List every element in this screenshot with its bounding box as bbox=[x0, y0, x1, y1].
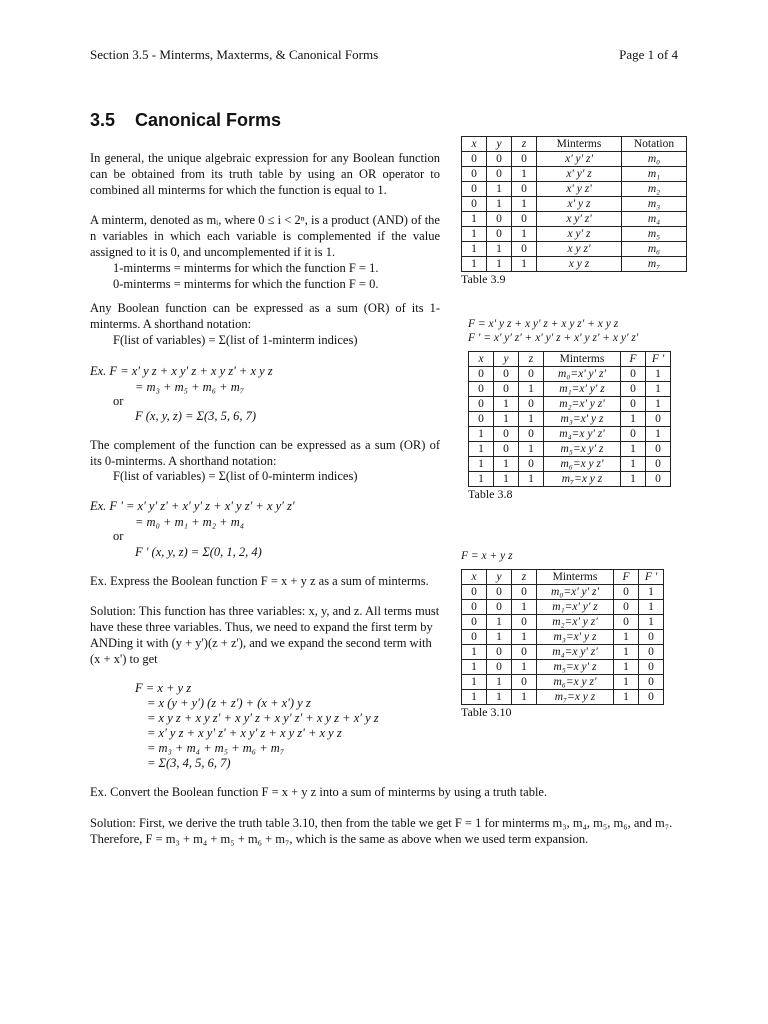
table-cell: 0 bbox=[639, 675, 664, 690]
table-cell: 1 bbox=[614, 675, 639, 690]
table-cell: 0 bbox=[487, 585, 512, 600]
table-row bbox=[469, 472, 671, 487]
table-cell: m₆=x y z' bbox=[537, 675, 614, 690]
table-cell: 0 bbox=[519, 427, 544, 442]
table-cell: 0 bbox=[462, 182, 487, 197]
col-x: x bbox=[469, 352, 494, 367]
col-notation: Notation bbox=[622, 137, 687, 152]
table-row bbox=[462, 242, 687, 257]
col-f-prime: F ' bbox=[639, 570, 664, 585]
table-cell: 1 bbox=[639, 585, 664, 600]
table-cell: 1 bbox=[487, 197, 512, 212]
page-number: Page 1 of 4 bbox=[619, 47, 678, 62]
table-3-10-body bbox=[462, 585, 664, 705]
derivation-line3: = x y z + x y z' + x y' z + x y' z' + x y z + x' y z bbox=[147, 711, 379, 725]
table-cell: 0 bbox=[487, 600, 512, 615]
table-cell: x y z bbox=[537, 257, 622, 272]
table-cell: 0 bbox=[462, 197, 487, 212]
table-cell: 0 bbox=[639, 630, 664, 645]
table-cell: x y' z bbox=[537, 227, 622, 242]
table-cell: m₂=x' y z' bbox=[537, 615, 614, 630]
table-row bbox=[469, 367, 671, 382]
example1-line4: F (x, y, z) = Σ(3, 5, 6, 7) bbox=[135, 409, 257, 423]
table-cell: 0 bbox=[639, 645, 664, 660]
table-cell: m₁=x' y' z bbox=[537, 600, 614, 615]
paragraph-complement: The complement of the function can be expressed as a sum (OR) of its 0-minterms. A shorthand notation: bbox=[90, 438, 440, 468]
table-cell: 0 bbox=[494, 427, 519, 442]
table-cell: 1 bbox=[462, 675, 487, 690]
one-minterms-definition: 1-minterms = minterms for which the function F = 1. bbox=[113, 261, 379, 275]
paragraph-sum-of-1-minterms: Any Boolean function can be expressed as a sum (OR) of its 1-minterms. A shorthand notation: bbox=[90, 301, 440, 331]
table-cell: m₃ bbox=[622, 197, 687, 212]
example3-question: Ex. Express the Boolean function F = x + y z as a sum of minterms. bbox=[90, 574, 429, 588]
table-cell: m₃=x' y z bbox=[544, 412, 621, 427]
table-cell: m₆ bbox=[622, 242, 687, 257]
example4-question: Ex. Convert the Boolean function F = x + y z into a sum of minterms by using a truth table. bbox=[90, 785, 548, 799]
table-cell: 0 bbox=[469, 382, 494, 397]
table-row bbox=[462, 675, 664, 690]
table-cell: 0 bbox=[494, 442, 519, 457]
table-cell: 1 bbox=[487, 675, 512, 690]
table-cell: 0 bbox=[462, 167, 487, 182]
table-cell: 0 bbox=[621, 367, 646, 382]
table-3-8-fprime-expression: F ' = x' y' z' + x' y' z + x' y z' + x y' z' bbox=[468, 332, 639, 344]
table-cell: x y' z' bbox=[537, 212, 622, 227]
col-z: z bbox=[512, 570, 537, 585]
col-minterms: Minterms bbox=[544, 352, 621, 367]
table-cell: 0 bbox=[462, 600, 487, 615]
solution2-line2: Therefore, F = m₃ + m₄ + m₅ + m₆ + m₇, which is the same as above when we used term expansion. bbox=[90, 832, 589, 846]
table-cell: 1 bbox=[621, 442, 646, 457]
table-cell: 1 bbox=[512, 227, 537, 242]
derivation-line1: F = x + y z bbox=[135, 681, 192, 695]
table-cell: 1 bbox=[646, 382, 671, 397]
table-cell: m₀ bbox=[622, 152, 687, 167]
table-row bbox=[462, 152, 687, 167]
example2-line1: Ex. F ' = x' y' z' + x' y' z + x' y z' + x y' z' bbox=[90, 499, 295, 513]
table-cell: 0 bbox=[621, 427, 646, 442]
table-cell: 1 bbox=[462, 212, 487, 227]
table-cell: 0 bbox=[639, 660, 664, 675]
table-cell: 1 bbox=[462, 242, 487, 257]
table-3-8 bbox=[468, 351, 671, 487]
table-cell: 1 bbox=[487, 615, 512, 630]
table-cell: 0 bbox=[512, 242, 537, 257]
table-cell: 1 bbox=[494, 412, 519, 427]
table-row bbox=[469, 442, 671, 457]
table-cell: 1 bbox=[519, 412, 544, 427]
table-cell: 0 bbox=[512, 212, 537, 227]
table-row bbox=[469, 427, 671, 442]
example2-line3: or bbox=[113, 529, 124, 543]
table-3-9-block bbox=[461, 136, 687, 287]
table-cell: m₅=x y' z bbox=[544, 442, 621, 457]
table-cell: 0 bbox=[494, 382, 519, 397]
col-z: z bbox=[512, 137, 537, 152]
table-cell: m₄=x y' z' bbox=[544, 427, 621, 442]
table-row bbox=[462, 167, 687, 182]
table-cell: 0 bbox=[621, 397, 646, 412]
derivation-line5: = m₃ + m₄ + m₅ + m₆ + m₇ bbox=[147, 741, 285, 755]
table-3-10 bbox=[461, 569, 664, 705]
table-cell: 1 bbox=[614, 660, 639, 675]
table-cell: 1 bbox=[614, 645, 639, 660]
table-cell: 1 bbox=[646, 397, 671, 412]
table-cell: m₆=x y z' bbox=[544, 457, 621, 472]
table-3-8-body bbox=[469, 367, 671, 487]
table-cell: 1 bbox=[646, 427, 671, 442]
col-minterms: Minterms bbox=[537, 570, 614, 585]
table-row bbox=[462, 197, 687, 212]
table-cell: 1 bbox=[462, 660, 487, 675]
table-cell: 0 bbox=[512, 615, 537, 630]
table-row bbox=[469, 457, 671, 472]
table-3-10-block bbox=[461, 569, 664, 720]
table-cell: m₀=x' y' z' bbox=[537, 585, 614, 600]
table-cell: m₃=x' y z bbox=[537, 630, 614, 645]
derivation-line6: = Σ(3, 4, 5, 6, 7) bbox=[147, 756, 231, 770]
table-3-8-block bbox=[468, 351, 671, 502]
table-cell: 1 bbox=[469, 442, 494, 457]
table-row bbox=[462, 690, 664, 705]
col-minterms: Minterms bbox=[537, 137, 622, 152]
table-header-row bbox=[462, 137, 687, 152]
example1-line3: or bbox=[113, 394, 124, 408]
table-cell: m₄=x y' z' bbox=[537, 645, 614, 660]
zero-minterms-definition: 0-minterms = minterms for which the function F = 0. bbox=[113, 277, 379, 291]
table-cell: 1 bbox=[512, 197, 537, 212]
table-cell: 0 bbox=[639, 690, 664, 705]
table-row bbox=[469, 397, 671, 412]
table-cell: 1 bbox=[512, 257, 537, 272]
table-cell: x' y' z bbox=[537, 167, 622, 182]
table-cell: m₅=x y' z bbox=[537, 660, 614, 675]
col-x: x bbox=[462, 137, 487, 152]
table-cell: 1 bbox=[614, 630, 639, 645]
table-cell: m₀=x' y' z' bbox=[544, 367, 621, 382]
table-cell: 1 bbox=[621, 457, 646, 472]
table-cell: 0 bbox=[512, 585, 537, 600]
table-cell: 1 bbox=[494, 472, 519, 487]
table-cell: 1 bbox=[621, 472, 646, 487]
table-cell: 1 bbox=[494, 457, 519, 472]
table-cell: 1 bbox=[512, 630, 537, 645]
table-cell: 0 bbox=[646, 412, 671, 427]
table-row bbox=[462, 182, 687, 197]
table-cell: 0 bbox=[469, 367, 494, 382]
table-3-8-f-expression: F = x' y z + x y' z + x y z' + x y z bbox=[468, 318, 619, 330]
table-cell: 0 bbox=[494, 367, 519, 382]
example1-line2: = m₃ + m₅ + m₆ + m₇ bbox=[135, 380, 245, 394]
table-row bbox=[462, 645, 664, 660]
table-cell: 0 bbox=[519, 397, 544, 412]
table-cell: 1 bbox=[469, 472, 494, 487]
table-cell: 1 bbox=[519, 472, 544, 487]
table-cell: 1 bbox=[462, 690, 487, 705]
col-y: y bbox=[487, 137, 512, 152]
table-cell: 1 bbox=[494, 397, 519, 412]
table-cell: 0 bbox=[519, 367, 544, 382]
col-z: z bbox=[519, 352, 544, 367]
table-cell: 0 bbox=[646, 472, 671, 487]
table-row bbox=[462, 227, 687, 242]
table-cell: m₂ bbox=[622, 182, 687, 197]
table-cell: 1 bbox=[487, 257, 512, 272]
table-cell: 0 bbox=[462, 630, 487, 645]
derivation-line4: = x' y z + x y' z' + x y' z + x y z' + x y z bbox=[147, 726, 342, 740]
paragraph-intro: In general, the unique algebraic expression for any Boolean function can be obtained from its truth table by using an OR operator to combined all minterms for which the function is equal to 1. bbox=[90, 151, 440, 197]
table-header-row bbox=[462, 570, 664, 585]
table-cell: x' y z bbox=[537, 197, 622, 212]
table-cell: m₁=x' y' z bbox=[544, 382, 621, 397]
solution1-paragraph: Solution: This function has three variables: x, y, and z. All terms must have these three variables. Thus, we need to expand the first term by ANDing it with (y + y')(z + z'), and we expand the second term with (x + x') to get bbox=[90, 604, 440, 666]
table-cell: 0 bbox=[487, 167, 512, 182]
table-cell: 1 bbox=[487, 690, 512, 705]
table-3-9-caption: Table 3.9 bbox=[461, 272, 506, 286]
col-f: F bbox=[621, 352, 646, 367]
table-cell: 1 bbox=[469, 427, 494, 442]
table-cell: 1 bbox=[469, 457, 494, 472]
table-cell: 1 bbox=[639, 600, 664, 615]
table-cell: x' y z' bbox=[537, 182, 622, 197]
derivation-line2: = x (y + y') (z + z') + (x + x') y z bbox=[147, 696, 311, 710]
table-cell: 0 bbox=[487, 660, 512, 675]
table-cell: 0 bbox=[614, 615, 639, 630]
table-cell: 1 bbox=[487, 242, 512, 257]
table-cell: 0 bbox=[512, 645, 537, 660]
table-row bbox=[469, 382, 671, 397]
example2-line4: F ' (x, y, z) = Σ(0, 1, 2, 4) bbox=[135, 545, 262, 559]
table-cell: 1 bbox=[646, 367, 671, 382]
table-row bbox=[462, 585, 664, 600]
table-cell: 1 bbox=[487, 630, 512, 645]
table-cell: 1 bbox=[512, 690, 537, 705]
table-cell: 1 bbox=[512, 167, 537, 182]
table-cell: x y z' bbox=[537, 242, 622, 257]
table-cell: 0 bbox=[614, 600, 639, 615]
table-cell: 0 bbox=[519, 457, 544, 472]
table-cell: 0 bbox=[621, 382, 646, 397]
notation-1-minterms: F(list of variables) = Σ(list of 1-minterm indices) bbox=[113, 333, 358, 347]
notation-0-minterms: F(list of variables) = Σ(list of 0-minterm indices) bbox=[113, 469, 358, 483]
table-cell: 0 bbox=[614, 585, 639, 600]
table-cell: 1 bbox=[512, 600, 537, 615]
table-3-9 bbox=[461, 136, 687, 272]
table-cell: 0 bbox=[646, 457, 671, 472]
table-row bbox=[469, 412, 671, 427]
table-cell: m₅ bbox=[622, 227, 687, 242]
table-cell: 0 bbox=[462, 152, 487, 167]
table-cell: 0 bbox=[487, 227, 512, 242]
table-row bbox=[462, 212, 687, 227]
table-cell: 0 bbox=[462, 615, 487, 630]
table-cell: m₇=x y z bbox=[544, 472, 621, 487]
table-row bbox=[462, 600, 664, 615]
table-3-8-caption: Table 3.8 bbox=[468, 487, 513, 501]
paragraph-minterm-definition: A minterm, denoted as mᵢ, where 0 ≤ i < 2ⁿ, is a product (AND) of the n variables in which each variable is complemented if the value assigned to it is 0, and uncomplemented if it is 1. bbox=[90, 213, 440, 259]
table-cell: 0 bbox=[462, 585, 487, 600]
table-cell: x' y' z' bbox=[537, 152, 622, 167]
table-3-10-caption: Table 3.10 bbox=[461, 705, 512, 719]
col-f: F bbox=[614, 570, 639, 585]
table-cell: 1 bbox=[639, 615, 664, 630]
table-cell: m₁ bbox=[622, 167, 687, 182]
example1-line1: Ex. F = x' y z + x y' z + x y z' + x y z bbox=[90, 364, 273, 378]
table-cell: 0 bbox=[487, 645, 512, 660]
col-y: y bbox=[494, 352, 519, 367]
table-row bbox=[462, 257, 687, 272]
col-x: x bbox=[462, 570, 487, 585]
table-row bbox=[462, 630, 664, 645]
table-cell: 1 bbox=[512, 660, 537, 675]
table-cell: 1 bbox=[462, 257, 487, 272]
table-cell: m₂=x' y z' bbox=[544, 397, 621, 412]
table-cell: 0 bbox=[512, 152, 537, 167]
table-cell: 1 bbox=[462, 227, 487, 242]
table-3-9-body bbox=[462, 152, 687, 272]
table-cell: 1 bbox=[462, 645, 487, 660]
table-cell: 0 bbox=[469, 397, 494, 412]
table-cell: 0 bbox=[487, 212, 512, 227]
table-header-row bbox=[469, 352, 671, 367]
example2-line2: = m₀ + m₁ + m₂ + m₄ bbox=[135, 515, 245, 529]
table-cell: m₇=x y z bbox=[537, 690, 614, 705]
table-cell: 0 bbox=[487, 152, 512, 167]
table-cell: 1 bbox=[621, 412, 646, 427]
page-header-left: Section 3.5 - Minterms, Maxterms, & Canonical Forms bbox=[90, 47, 379, 62]
table-cell: 0 bbox=[512, 675, 537, 690]
section-title: 3.5 Canonical Forms bbox=[90, 110, 282, 130]
solution2-line1: Solution: First, we derive the truth table 3.10, then from the table we get F = 1 for minterms m₃, m₄, m₅, m₆, and m₇. bbox=[90, 816, 673, 830]
table-cell: 0 bbox=[512, 182, 537, 197]
table-cell: 0 bbox=[469, 412, 494, 427]
table-row bbox=[462, 615, 664, 630]
col-f-prime: F ' bbox=[646, 352, 671, 367]
table-cell: 1 bbox=[487, 182, 512, 197]
table-cell: 1 bbox=[519, 442, 544, 457]
table-row bbox=[462, 660, 664, 675]
col-y: y bbox=[487, 570, 512, 585]
table-cell: 1 bbox=[614, 690, 639, 705]
table-cell: 1 bbox=[519, 382, 544, 397]
table-3-10-f-expression: F = x + y z bbox=[461, 550, 513, 562]
table-cell: m₇ bbox=[622, 257, 687, 272]
table-cell: m₄ bbox=[622, 212, 687, 227]
table-cell: 0 bbox=[646, 442, 671, 457]
